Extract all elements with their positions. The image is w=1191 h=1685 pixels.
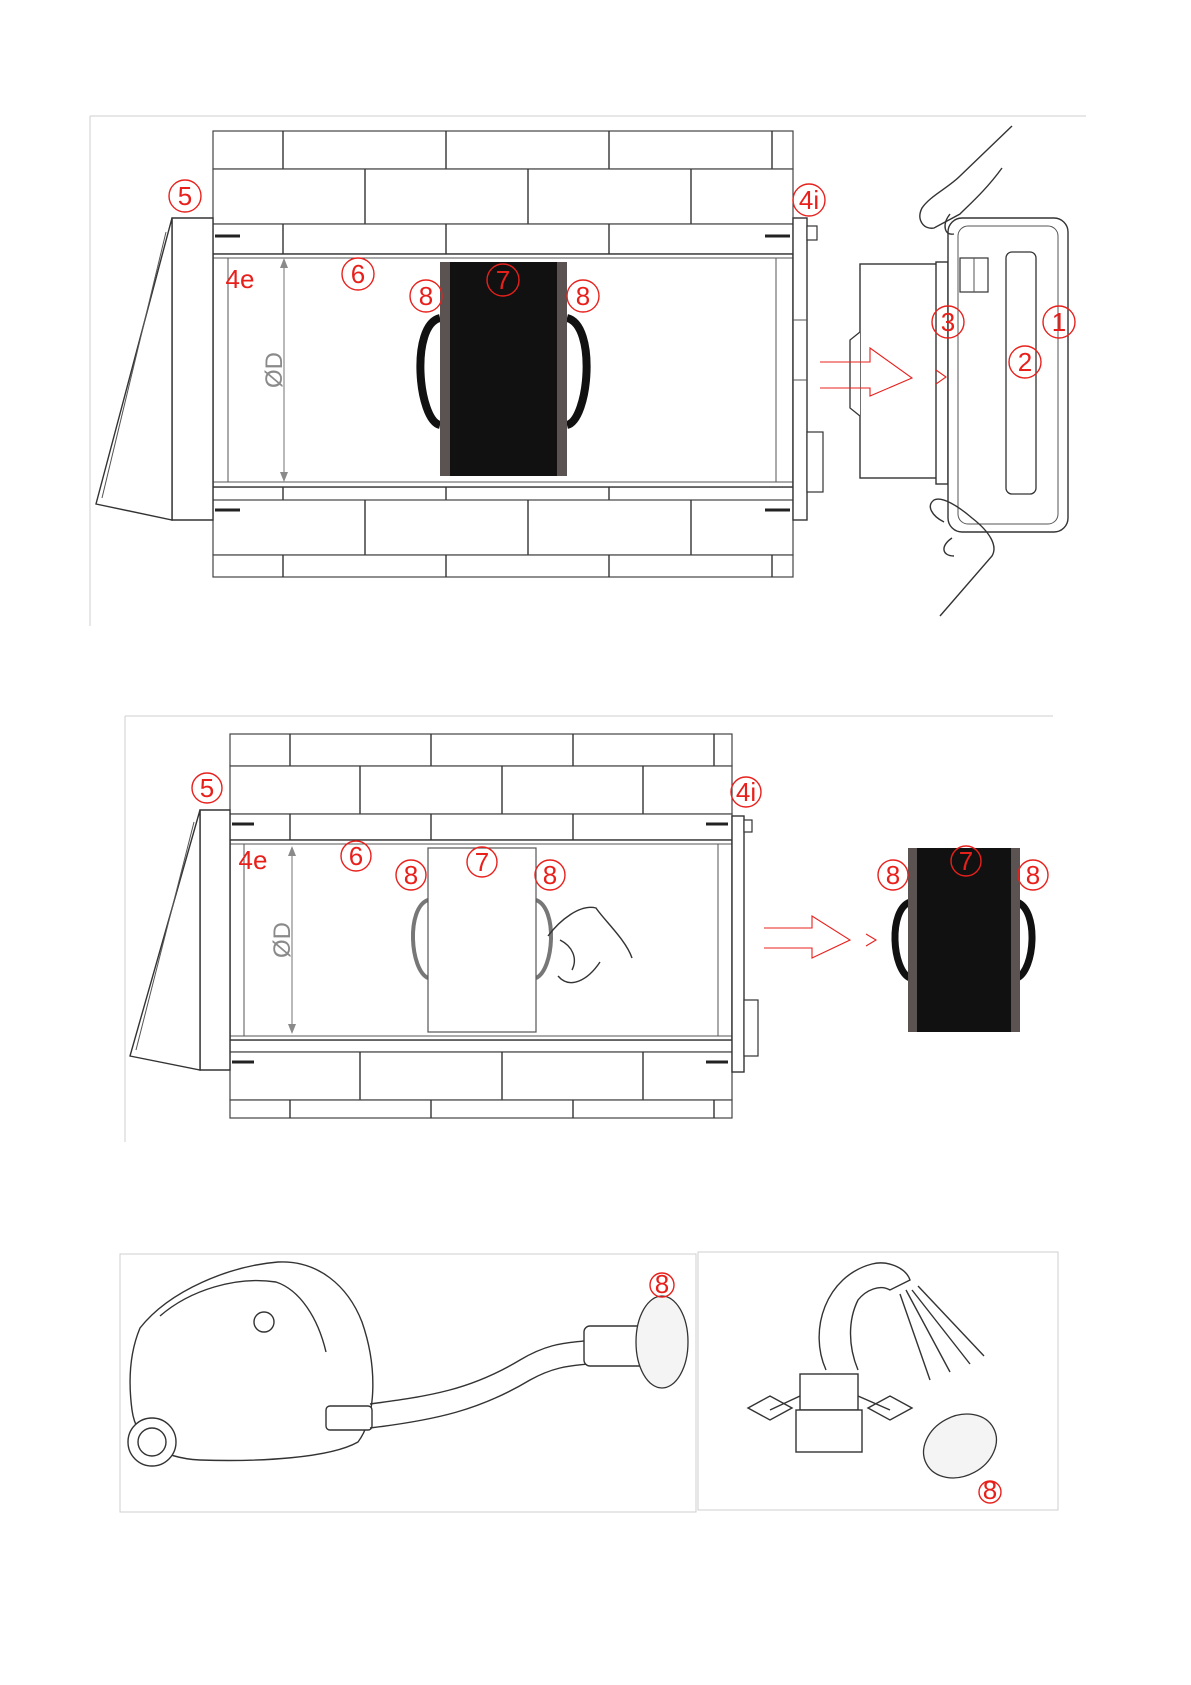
diameter-label: ØD bbox=[261, 352, 288, 388]
callout-8-vacuum: 8 bbox=[654, 1269, 670, 1299]
wall-bottom bbox=[213, 487, 793, 577]
callout-8-left-fig2: 8 bbox=[403, 860, 419, 890]
callout-3: 3 bbox=[940, 307, 956, 337]
callout-2: 2 bbox=[1017, 347, 1033, 377]
wall-bottom-2 bbox=[230, 1040, 732, 1118]
figure-3-clean-filter bbox=[120, 1252, 1058, 1512]
callout-8-tap: 8 bbox=[982, 1475, 998, 1505]
callout-4e: 4e bbox=[225, 264, 255, 294]
callout-4i-fig2: 4i bbox=[735, 777, 757, 807]
callout-7-fig2: 7 bbox=[474, 847, 490, 877]
callout-4i: 4i bbox=[798, 185, 820, 215]
callout-8-right-fig2: 8 bbox=[542, 860, 558, 890]
remove-arrow bbox=[764, 916, 876, 958]
wall-top bbox=[213, 131, 793, 254]
figure-1-install-filter bbox=[90, 116, 1086, 626]
callout-7-removed: 7 bbox=[958, 846, 974, 876]
callout-5: 5 bbox=[177, 181, 193, 211]
callout-6: 6 bbox=[350, 259, 366, 289]
callout-4e-fig2: 4e bbox=[238, 845, 268, 875]
callout-5-fig2: 5 bbox=[199, 773, 215, 803]
callout-8-removed-right: 8 bbox=[1025, 860, 1041, 890]
callout-7: 7 bbox=[495, 265, 511, 295]
callout-8-left: 8 bbox=[418, 281, 434, 311]
figure-2-remove-filter bbox=[125, 716, 1053, 1142]
callout-8-removed-left: 8 bbox=[885, 860, 901, 890]
callout-1: 1 bbox=[1051, 307, 1067, 337]
wall-top-2 bbox=[230, 734, 732, 840]
callout-8-right: 8 bbox=[575, 281, 591, 311]
callout-6-fig2: 6 bbox=[348, 841, 364, 871]
diameter-label-2: ØD bbox=[269, 922, 296, 958]
filter-sponge-icon bbox=[636, 1296, 688, 1388]
